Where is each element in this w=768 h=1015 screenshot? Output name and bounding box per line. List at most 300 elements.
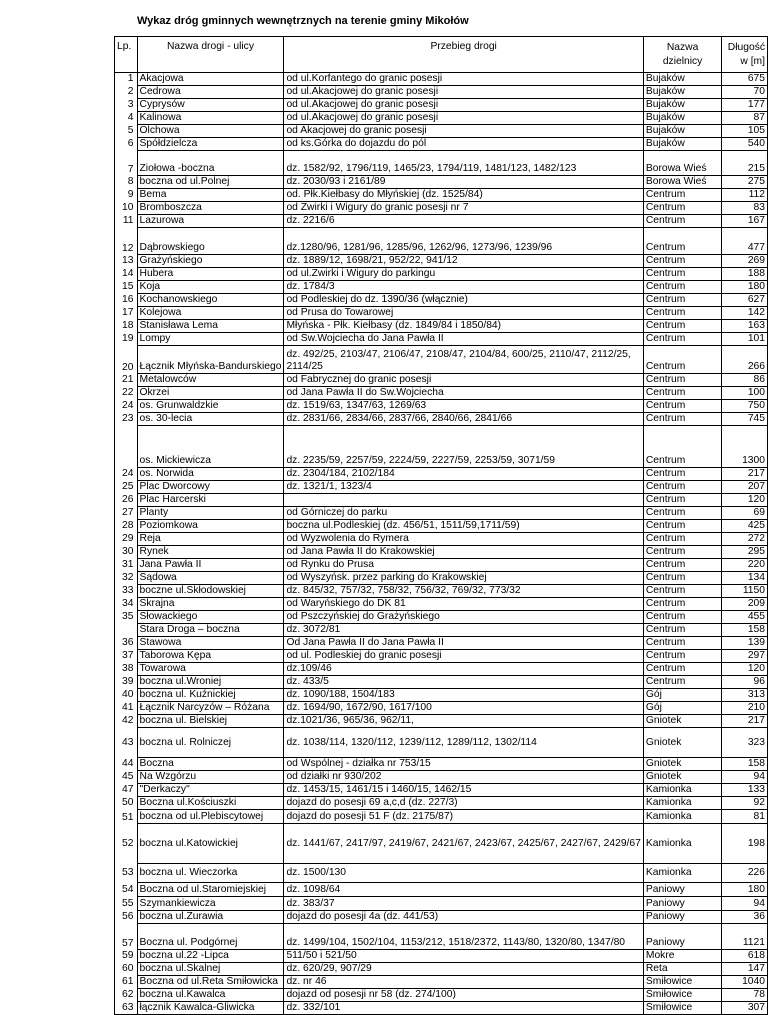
row-lp: 55	[115, 897, 138, 911]
row-name: Hubera	[137, 268, 284, 281]
row-lp: 39	[115, 676, 138, 689]
row-name: Bromboszcza	[137, 202, 284, 215]
table-row	[115, 963, 768, 976]
row-district: Śmiłowice	[643, 976, 721, 989]
row-length: 163	[722, 320, 768, 333]
row-route: od Jana Pawła II do Św.Wojciecha	[284, 387, 643, 400]
row-lp: 24	[115, 468, 138, 481]
row-route: dz. 3072/81	[284, 624, 643, 637]
row-route: dz. 1582/92, 1796/119, 1465/23, 1794/119, 1481/123, 1482/123	[284, 151, 643, 176]
row-lp: 59	[115, 950, 138, 963]
row-length: 210	[722, 702, 768, 715]
table-row	[115, 715, 768, 728]
row-lp: 31	[115, 559, 138, 572]
row-lp: 57	[115, 924, 138, 950]
row-length: 220	[722, 559, 768, 572]
row-name: Kochanowskiego	[137, 294, 284, 307]
row-district: Gój	[643, 689, 721, 702]
row-route: 511/50 i 521/50	[284, 950, 643, 963]
row-district: Centrum	[643, 346, 721, 374]
row-length: 1040	[722, 976, 768, 989]
row-lp: 7	[115, 151, 138, 176]
row-name: Cyprysów	[137, 99, 284, 112]
table-row	[115, 989, 768, 1002]
row-name: boczne ul.Skłodowskiej	[137, 585, 284, 598]
table-row	[115, 1002, 768, 1015]
row-name: Boczna od ul.Reta Śmiłowicka	[137, 976, 284, 989]
row-district: Bujaków	[643, 99, 721, 112]
row-name: boczna ul.Żurawia	[137, 911, 284, 924]
table-row	[115, 307, 768, 320]
row-district: Kamionka	[643, 864, 721, 883]
table-row	[115, 585, 768, 598]
row-name: Bema	[137, 189, 284, 202]
row-length: 100	[722, 387, 768, 400]
row-name: Słowackiego	[137, 611, 284, 624]
row-length: 477	[722, 228, 768, 255]
row-name: Towarowa	[137, 663, 284, 676]
row-district: Centrum	[643, 559, 721, 572]
row-name: Plac Harcerski	[137, 494, 284, 507]
row-name: os. Grunwaldzkie	[137, 400, 284, 413]
row-name: Stanisława Lema	[137, 320, 284, 333]
row-route: od. Płk.Kiełbasy do Młyńskiej (dz. 1525/84)	[284, 189, 643, 202]
row-length: 120	[722, 494, 768, 507]
row-length: 297	[722, 650, 768, 663]
row-district: Borowa Wieś	[643, 151, 721, 176]
row-lp: 51	[115, 810, 138, 824]
row-length: 627	[722, 294, 768, 307]
row-name: boczna ul.Katowickiej	[137, 824, 284, 864]
table-header-row	[115, 37, 768, 73]
row-route: dz. 1453/15, 1461/15 i 1460/15, 1462/15	[284, 784, 643, 797]
row-lp: 4	[115, 112, 138, 125]
row-route: dz. 845/32, 757/32, 758/32, 756/32, 769/32, 773/32	[284, 585, 643, 598]
row-lp: 22	[115, 387, 138, 400]
table-row	[115, 281, 768, 294]
row-length: 323	[722, 728, 768, 758]
row-route: od Podleskiej do dz. 1390/36 (włącznie)	[284, 294, 643, 307]
row-route: dz. 1500/130	[284, 864, 643, 883]
row-length: 134	[722, 572, 768, 585]
row-length: 272	[722, 533, 768, 546]
row-length: 94	[722, 771, 768, 784]
table-row	[115, 294, 768, 307]
row-district: Centrum	[643, 585, 721, 598]
row-name: Lompy	[137, 333, 284, 346]
row-district: Centrum	[643, 333, 721, 346]
row-name: boczna ul. Wieczorka	[137, 864, 284, 883]
row-district: Paniowy	[643, 883, 721, 897]
row-name: Akacjowa	[137, 73, 284, 86]
row-length: 275	[722, 176, 768, 189]
row-lp: 8	[115, 176, 138, 189]
row-route: od ul. Podleskiej do granic posesji	[284, 650, 643, 663]
row-route: od ul.Akacjowej do granic posesji	[284, 99, 643, 112]
row-district: Centrum	[643, 400, 721, 413]
row-district: Bujaków	[643, 73, 721, 86]
row-route: od Rynku do Prusa	[284, 559, 643, 572]
row-lp: 35	[115, 611, 138, 624]
row-route: dojazd do posesji 51 F (dz. 2175/87)	[284, 810, 643, 824]
row-district: Kamionka	[643, 810, 721, 824]
row-length: 94	[722, 897, 768, 911]
row-route: dojazd do posesji 4a (dz. 441/53)	[284, 911, 643, 924]
row-district: Mokre	[643, 950, 721, 963]
table-row	[115, 400, 768, 413]
row-route: od ul.Korfantego do granic posesji	[284, 73, 643, 86]
row-length: 217	[722, 715, 768, 728]
row-route: dojazd do posesji 69 a,c,d (dz. 227/3)	[284, 797, 643, 810]
table-row	[115, 637, 768, 650]
row-district: Centrum	[643, 294, 721, 307]
row-length: 313	[722, 689, 768, 702]
table-row	[115, 468, 768, 481]
row-name: boczna ul. Bielskiej	[137, 715, 284, 728]
row-route: od Prusa do Towarowej	[284, 307, 643, 320]
row-name: Olchowa	[137, 125, 284, 138]
row-length: 86	[722, 374, 768, 387]
table-row	[115, 771, 768, 784]
row-route: dz.1021/36, 965/36, 962/11,	[284, 715, 643, 728]
row-lp: 16	[115, 294, 138, 307]
row-district: Centrum	[643, 676, 721, 689]
row-length: 618	[722, 950, 768, 963]
row-district: Centrum	[643, 663, 721, 676]
row-lp: 25	[115, 481, 138, 494]
row-length: 83	[722, 202, 768, 215]
row-length: 1300	[722, 426, 768, 468]
row-length: 675	[722, 73, 768, 86]
row-name: Grażyńskiego	[137, 255, 284, 268]
row-district: Bujaków	[643, 138, 721, 151]
table-row	[115, 611, 768, 624]
row-name: Kolejowa	[137, 307, 284, 320]
row-district: Paniowy	[643, 897, 721, 911]
row-district: Centrum	[643, 189, 721, 202]
row-length: 295	[722, 546, 768, 559]
row-length: 96	[722, 676, 768, 689]
table-row	[115, 413, 768, 426]
table-row	[115, 824, 768, 864]
row-route: od Wspólnej - działka nr 753/15	[284, 758, 643, 771]
table-row	[115, 494, 768, 507]
row-name: Łącznik Narcyzów – Różana	[137, 702, 284, 715]
row-route: boczna ul.Podleskiej (dz. 456/51, 1511/59,1711/59)	[284, 520, 643, 533]
table-row	[115, 663, 768, 676]
row-district: Centrum	[643, 481, 721, 494]
table-row	[115, 189, 768, 202]
row-name: boczna ul.Skalnej	[137, 963, 284, 976]
row-route: dz. 332/101	[284, 1002, 643, 1015]
row-length: 70	[722, 86, 768, 99]
row-length: 215	[722, 151, 768, 176]
row-name: Lazurowa	[137, 215, 284, 228]
row-name: boczna ul.Kawalca	[137, 989, 284, 1002]
row-name: Cedrowa	[137, 86, 284, 99]
row-district: Centrum	[643, 546, 721, 559]
row-name: Skrajna	[137, 598, 284, 611]
table-row	[115, 520, 768, 533]
row-district: Centrum	[643, 572, 721, 585]
row-name: Reja	[137, 533, 284, 546]
row-district: Centrum	[643, 468, 721, 481]
row-route	[284, 494, 643, 507]
row-name: Kalinowa	[137, 112, 284, 125]
row-route: dz. 1784/3	[284, 281, 643, 294]
row-name: Okrzei	[137, 387, 284, 400]
row-district: Centrum	[643, 320, 721, 333]
row-length: 1121	[722, 924, 768, 950]
table-row	[115, 215, 768, 228]
row-district: Centrum	[643, 255, 721, 268]
row-route: dz.109/46	[284, 663, 643, 676]
row-lp: 11	[115, 215, 138, 228]
row-district: Gniotek	[643, 715, 721, 728]
row-length: 158	[722, 758, 768, 771]
row-name: Koja	[137, 281, 284, 294]
row-name: os. 30-lecia	[137, 413, 284, 426]
row-district: Kamionka	[643, 797, 721, 810]
table-row	[115, 689, 768, 702]
row-lp: 23	[115, 413, 138, 426]
row-lp: 42	[115, 715, 138, 728]
row-district: Centrum	[643, 268, 721, 281]
table-row	[115, 507, 768, 520]
row-route: od Żwirki i Wigury do granic posesji nr 7	[284, 202, 643, 215]
row-lp: 17	[115, 307, 138, 320]
row-district: Paniowy	[643, 924, 721, 950]
row-lp: 44	[115, 758, 138, 771]
row-name: Spółdzielcza	[137, 138, 284, 151]
row-district: Bujaków	[643, 112, 721, 125]
table-row	[115, 333, 768, 346]
row-name: Stara Droga – boczna	[137, 624, 284, 637]
table-row	[115, 426, 768, 468]
table-row	[115, 346, 768, 374]
row-route: od Pszczyńskiej do Grażyńskiego	[284, 611, 643, 624]
row-name: boczna ul. Kuźnickiej	[137, 689, 284, 702]
row-length: 180	[722, 281, 768, 294]
row-length: 78	[722, 989, 768, 1002]
table-row	[115, 924, 768, 950]
row-lp: 6	[115, 138, 138, 151]
row-lp	[115, 426, 138, 468]
table-row	[115, 202, 768, 215]
row-lp: 28	[115, 520, 138, 533]
table-row	[115, 255, 768, 268]
row-route: od ks.Górka do dojazdu do pól	[284, 138, 643, 151]
row-route: dz. 1694/90, 1672/90, 1617/100	[284, 702, 643, 715]
row-length: 269	[722, 255, 768, 268]
table-row	[115, 112, 768, 125]
table-row	[115, 320, 768, 333]
row-length: 158	[722, 624, 768, 637]
row-route: dz. 1090/188, 1504/183	[284, 689, 643, 702]
row-route: od Wyzwolenia do Rymera	[284, 533, 643, 546]
row-name: os. Mickiewicza	[137, 426, 284, 468]
row-length: 167	[722, 215, 768, 228]
row-route: dz. 492/25, 2103/47, 2106/47, 2108/47, 2104/84, 600/25, 2110/47, 2112/25, 2114/25	[284, 346, 643, 374]
table-row	[115, 728, 768, 758]
row-lp: 5	[115, 125, 138, 138]
row-route: od Św.Wojciecha do Jana Pawła II	[284, 333, 643, 346]
roads-table	[114, 36, 768, 1015]
row-name: Boczna od ul.Staromiejskiej	[137, 883, 284, 897]
table-row	[115, 138, 768, 151]
row-name: Rynek	[137, 546, 284, 559]
row-route: od ul.Akacjowej do granic posesji	[284, 86, 643, 99]
row-district: Centrum	[643, 413, 721, 426]
row-lp: 61	[115, 976, 138, 989]
row-route: od Waryńskiego do DK 81	[284, 598, 643, 611]
row-district: Kamionka	[643, 784, 721, 797]
header-district	[643, 37, 721, 73]
row-length: 177	[722, 99, 768, 112]
row-length: 81	[722, 810, 768, 824]
row-length: 147	[722, 963, 768, 976]
row-district: Gój	[643, 702, 721, 715]
row-lp: 63	[115, 1002, 138, 1015]
row-lp: 34	[115, 598, 138, 611]
row-length: 217	[722, 468, 768, 481]
row-length: 139	[722, 637, 768, 650]
row-route: dz. 1499/104, 1502/104, 1153/212, 1518/2372, 1143/80, 1320/80, 1347/80	[284, 924, 643, 950]
row-name: Jana Pawła II	[137, 559, 284, 572]
row-name: os. Norwida	[137, 468, 284, 481]
row-route: dz. 1441/67, 2417/97, 2419/67, 2421/67, 2423/67, 2425/67, 2427/67, 2429/67	[284, 824, 643, 864]
row-district: Reta	[643, 963, 721, 976]
row-district: Centrum	[643, 215, 721, 228]
row-name: Stawowa	[137, 637, 284, 650]
row-length: 101	[722, 333, 768, 346]
row-district: Centrum	[643, 611, 721, 624]
row-name: "Derkaczy"	[137, 784, 284, 797]
row-length: 198	[722, 824, 768, 864]
row-length: 87	[722, 112, 768, 125]
row-lp: 45	[115, 771, 138, 784]
row-name: boczna ul. Rolniczej	[137, 728, 284, 758]
row-length: 69	[722, 507, 768, 520]
table-row	[115, 676, 768, 689]
table-row	[115, 702, 768, 715]
row-district: Centrum	[643, 637, 721, 650]
row-length: 36	[722, 911, 768, 924]
row-name: Dąbrowskiego	[137, 228, 284, 255]
row-lp: 47	[115, 784, 138, 797]
document-title: Wykaz dróg gminnych wewnętrznych na terenie gminy Mikołów	[137, 15, 469, 27]
row-district: Śmiłowice	[643, 989, 721, 1002]
table-row	[115, 228, 768, 255]
row-district: Centrum	[643, 307, 721, 320]
row-lp: 18	[115, 320, 138, 333]
table-row	[115, 911, 768, 924]
table-row	[115, 864, 768, 883]
row-district: Centrum	[643, 228, 721, 255]
row-lp: 19	[115, 333, 138, 346]
row-length: 1150	[722, 585, 768, 598]
row-length: 112	[722, 189, 768, 202]
row-name: Sądowa	[137, 572, 284, 585]
row-route: dz. 1889/12, 1698/21, 952/22, 941/12	[284, 255, 643, 268]
row-length: 750	[722, 400, 768, 413]
row-length: 105	[722, 125, 768, 138]
row-name: boczna ul.Wroniej	[137, 676, 284, 689]
table-row	[115, 268, 768, 281]
row-lp: 38	[115, 663, 138, 676]
row-lp: 52	[115, 824, 138, 864]
row-lp: 20	[115, 346, 138, 374]
row-lp: 21	[115, 374, 138, 387]
table-row	[115, 810, 768, 824]
header-length-label: Długość w [m]	[727, 42, 765, 67]
row-lp: 37	[115, 650, 138, 663]
row-district: Gniotek	[643, 758, 721, 771]
row-name: Taborowa Kępa	[137, 650, 284, 663]
row-route: od Akacjowej do granic posesji	[284, 125, 643, 138]
table-row	[115, 950, 768, 963]
row-lp: 30	[115, 546, 138, 559]
row-length: 266	[722, 346, 768, 374]
row-route: od działki nr 930/202	[284, 771, 643, 784]
row-lp: 10	[115, 202, 138, 215]
row-lp: 50	[115, 797, 138, 810]
row-lp: 14	[115, 268, 138, 281]
row-lp: 26	[115, 494, 138, 507]
row-district: Bujaków	[643, 86, 721, 99]
row-length: 188	[722, 268, 768, 281]
row-district: Bujaków	[643, 125, 721, 138]
row-lp: 36	[115, 637, 138, 650]
row-lp: 53	[115, 864, 138, 883]
row-lp: 29	[115, 533, 138, 546]
row-route: dz. 1098/64	[284, 883, 643, 897]
row-lp: 15	[115, 281, 138, 294]
table-row	[115, 559, 768, 572]
row-lp: 13	[115, 255, 138, 268]
table-row	[115, 650, 768, 663]
row-lp: 54	[115, 883, 138, 897]
row-lp: 27	[115, 507, 138, 520]
row-name: boczna ul.22 -Lipca	[137, 950, 284, 963]
row-length: 745	[722, 413, 768, 426]
table-row	[115, 546, 768, 559]
row-lp: 2	[115, 86, 138, 99]
row-lp: 3	[115, 99, 138, 112]
row-route: dz.1280/96, 1281/96, 1285/96, 1262/96, 1273/96, 1239/96	[284, 228, 643, 255]
table-row	[115, 598, 768, 611]
row-lp: 24	[115, 400, 138, 413]
row-length: 425	[722, 520, 768, 533]
row-name: Boczna ul.Kościuszki	[137, 797, 284, 810]
row-district: Centrum	[643, 520, 721, 533]
row-route: Młyńska - Płk. Kiełbasy (dz. 1849/84 i 1850/84)	[284, 320, 643, 333]
row-name: Metalowców	[137, 374, 284, 387]
row-lp: 41	[115, 702, 138, 715]
row-lp: 1	[115, 73, 138, 86]
row-route: dz. 1038/114, 1320/112, 1239/112, 1289/112, 1302/114	[284, 728, 643, 758]
row-route: dojazd od posesji nr 58 (dz. 274/100)	[284, 989, 643, 1002]
row-name: Szymankiewicza	[137, 897, 284, 911]
row-district: Centrum	[643, 624, 721, 637]
row-district: Centrum	[643, 650, 721, 663]
row-district: Gniotek	[643, 728, 721, 758]
table-row	[115, 897, 768, 911]
table-row	[115, 125, 768, 138]
row-route: dz. 383/37	[284, 897, 643, 911]
table-row	[115, 624, 768, 637]
row-route: od Jana Pawła II do Krakowskiej	[284, 546, 643, 559]
